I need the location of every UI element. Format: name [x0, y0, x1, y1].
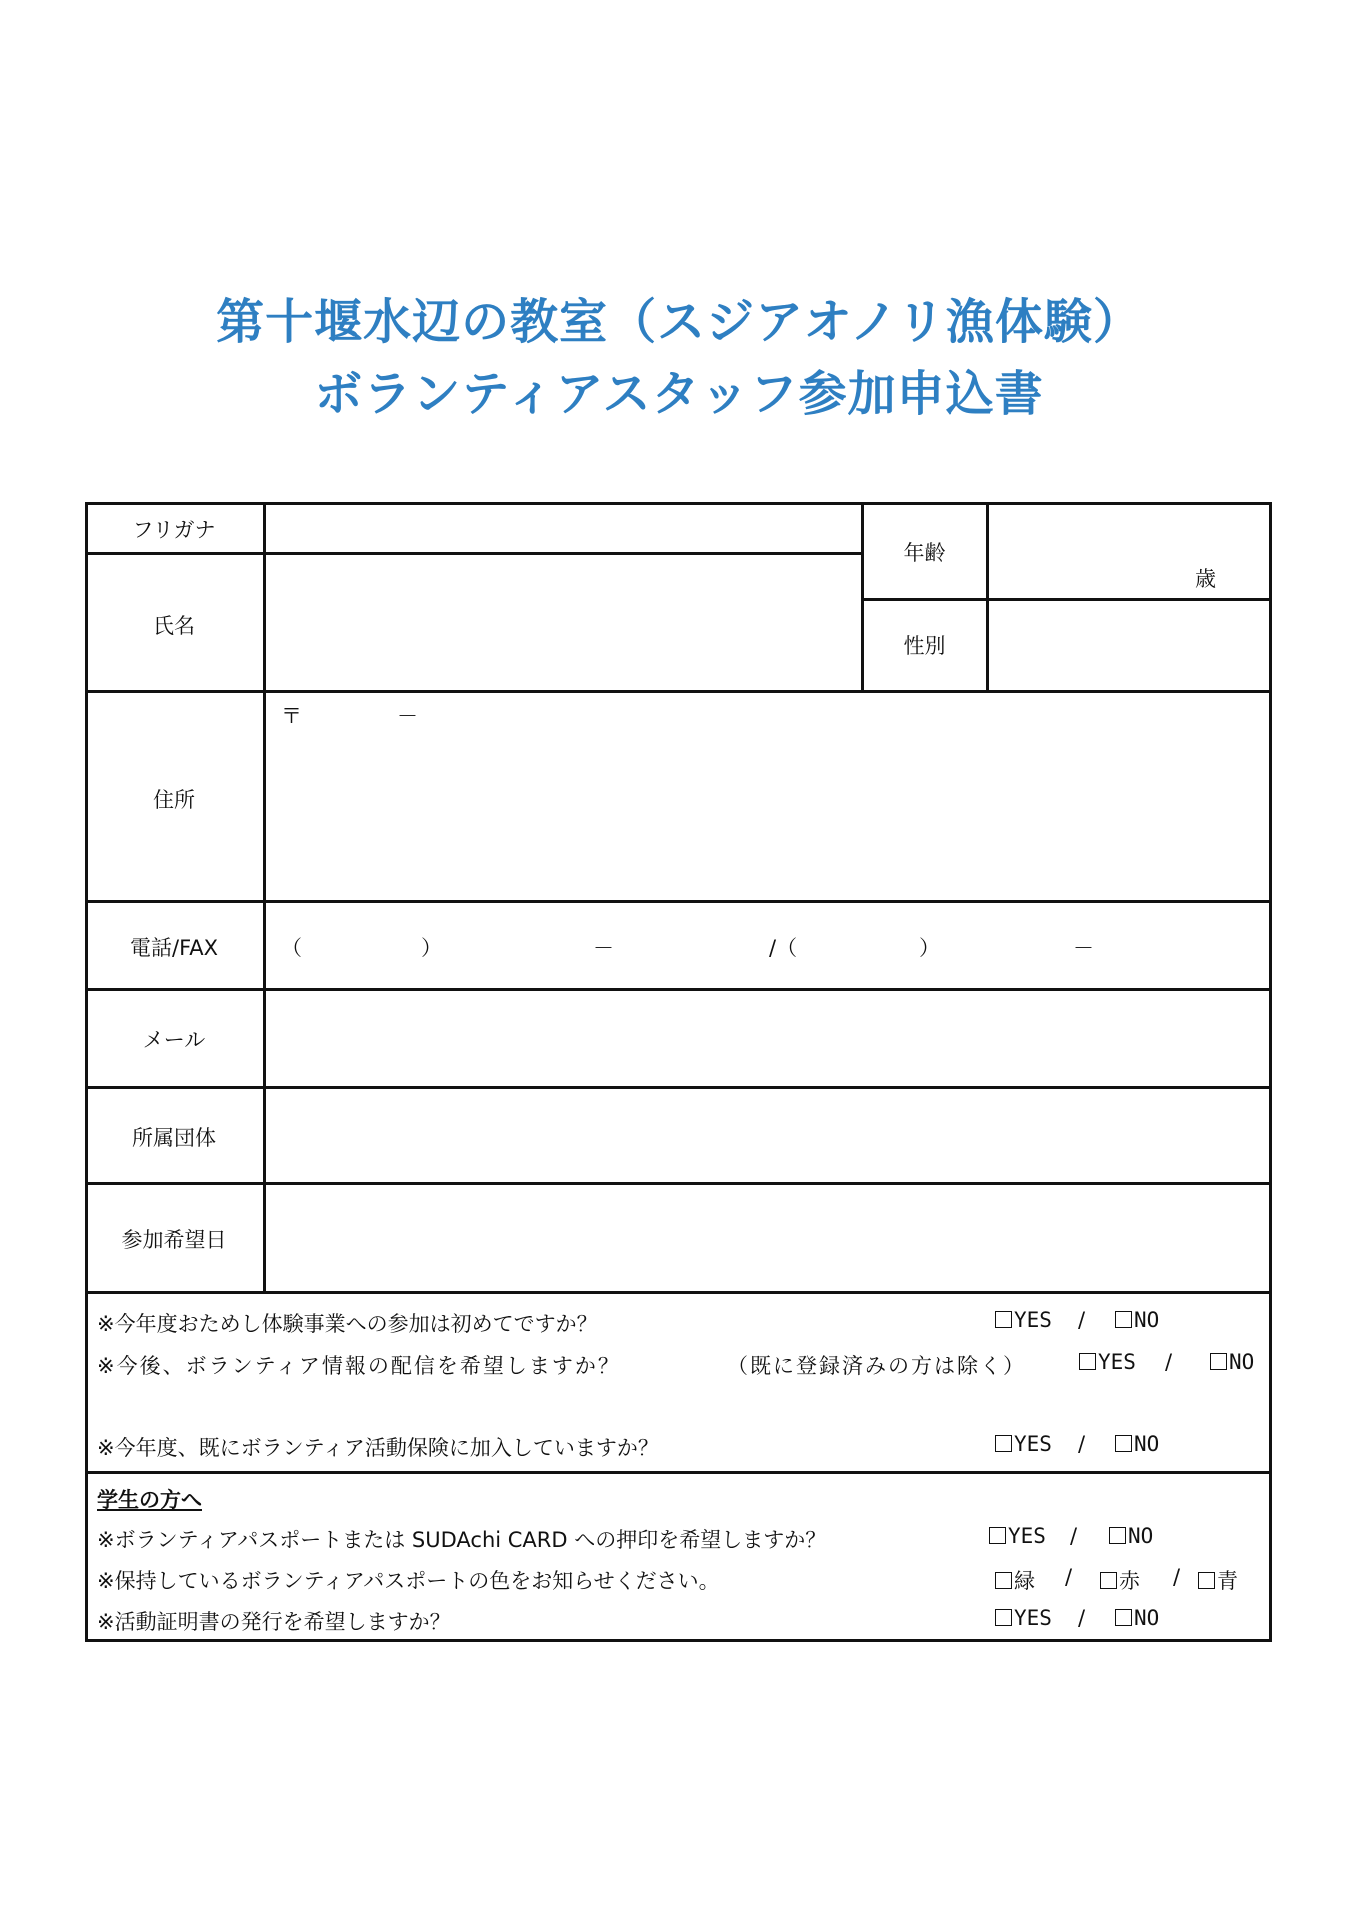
checkbox-icon [1109, 1527, 1126, 1544]
phone-top-divider [85, 900, 1272, 903]
gender-label: 性別 [903, 634, 946, 658]
color-red-checkbox[interactable]: 赤 [1100, 1565, 1140, 1595]
address-top-divider [85, 690, 1272, 693]
email-top-divider [85, 988, 1272, 991]
form-border-bottom [85, 1639, 1272, 1642]
question-certificate: ※活動証明書の発行を希望しますか？ [97, 1610, 451, 1634]
checkbox-icon [995, 1435, 1012, 1452]
s1-separator: / [1070, 1524, 1078, 1548]
checkbox-icon [1198, 1572, 1215, 1589]
checkbox-icon [1079, 1353, 1096, 1370]
form-title-line2: ボランティアスタッフ参加申込書 [314, 366, 1044, 422]
checkbox-icon [1115, 1609, 1132, 1626]
label-column-divider [263, 502, 266, 1293]
checkbox-icon [989, 1527, 1006, 1544]
q1-yes-checkbox[interactable]: YES [995, 1308, 1052, 1332]
age-gender-value-divider [986, 502, 989, 692]
q2-no-checkbox[interactable]: NO [1210, 1350, 1254, 1374]
q1-no-checkbox[interactable]: NO [1115, 1308, 1159, 1332]
checkbox-icon [1100, 1572, 1117, 1589]
color-blue-checkbox[interactable]: 青 [1198, 1565, 1238, 1595]
question-passport-color: ※保持しているボランティアパスポートの色をお知らせください。 [97, 1569, 720, 1593]
phone-open-paren: （ [281, 936, 302, 960]
checkbox-icon [1115, 1311, 1132, 1328]
question-stamp: ※ボランティアパスポートまたは SUDAchi CARD への押印を希望しますか？ [97, 1528, 827, 1552]
questions-top-divider [85, 1291, 1272, 1294]
s3-separator: / [1078, 1606, 1086, 1630]
name-label: 氏名 [153, 614, 195, 638]
fax-slash-paren: /（ [769, 936, 798, 960]
checkbox-icon [995, 1609, 1012, 1626]
s1-yes-checkbox[interactable]: YES [989, 1524, 1046, 1548]
date-top-divider [85, 1182, 1272, 1185]
s3-no-checkbox[interactable]: NO [1115, 1606, 1159, 1630]
color-separator-2: / [1173, 1565, 1181, 1589]
desired-date-label: 参加希望日 [121, 1228, 227, 1252]
age-gender-left-divider [861, 502, 864, 692]
q3-separator: / [1078, 1432, 1086, 1456]
org-top-divider [85, 1086, 1272, 1089]
student-section-heading: 学生の方へ [97, 1488, 202, 1512]
checkbox-icon [995, 1311, 1012, 1328]
q3-yes-checkbox[interactable]: YES [995, 1432, 1052, 1456]
checkbox-icon [1115, 1435, 1132, 1452]
furigana-label: フリガナ [132, 518, 216, 542]
furigana-divider [85, 552, 863, 555]
phone-label: 電話/FAX [130, 936, 218, 960]
question-first-time: ※今年度おためし体験事業への参加は初めてですか？ [97, 1312, 598, 1336]
application-form [85, 502, 1272, 1642]
q2-separator: / [1165, 1350, 1173, 1374]
question-newsletter: ※今後、ボランティア情報の配信を希望しますか？ [97, 1354, 621, 1378]
color-separator-1: / [1065, 1565, 1073, 1589]
postal-mark: 〒 [281, 704, 302, 728]
age-unit: 歳 [1195, 567, 1216, 591]
student-top-divider [85, 1471, 1272, 1474]
color-green-checkbox[interactable]: 緑 [995, 1565, 1035, 1595]
question-insurance: ※今年度、既にボランティア活動保険に加入していますか？ [97, 1436, 659, 1460]
checkbox-icon [995, 1572, 1012, 1589]
fax-dash: － [1073, 936, 1094, 960]
email-label: メール [142, 1028, 206, 1052]
question-newsletter-note: （既に登録済みの方は除く） [727, 1354, 1026, 1378]
phone-dash: － [593, 936, 614, 960]
q3-no-checkbox[interactable]: NO [1115, 1432, 1159, 1456]
phone-close-paren: ） [421, 936, 442, 960]
s3-yes-checkbox[interactable]: YES [995, 1606, 1052, 1630]
organization-label: 所属団体 [132, 1126, 216, 1150]
form-title-line1: 第十堰水辺の教室（スジアオノリ漁体験） [216, 294, 1142, 350]
postal-dash: － [397, 704, 418, 728]
checkbox-icon [1210, 1353, 1227, 1370]
address-label: 住所 [153, 788, 195, 812]
fax-close-paren: ） [919, 936, 940, 960]
q1-separator: / [1078, 1308, 1086, 1332]
age-gender-divider [861, 598, 1272, 601]
s1-no-checkbox[interactable]: NO [1109, 1524, 1153, 1548]
age-label: 年齢 [903, 541, 946, 565]
q2-yes-checkbox[interactable]: YES [1079, 1350, 1136, 1374]
